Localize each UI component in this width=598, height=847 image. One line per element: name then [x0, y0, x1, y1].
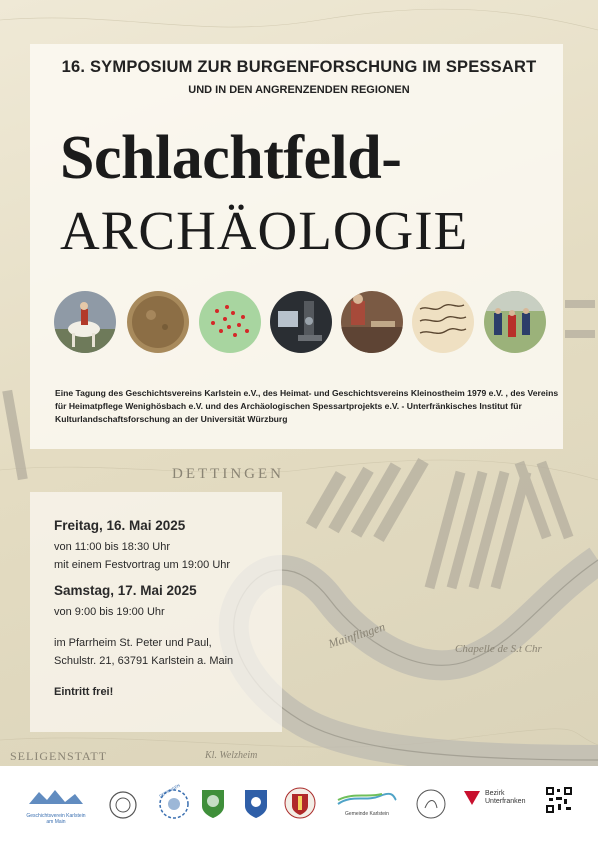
map-label-welzheim: Kl. Welzheim [205, 750, 258, 761]
poster-title: Schlachtfeld- [60, 124, 402, 192]
sponsor-logos: Geschichtsverein Karlstein am Main DETTINGEN Gemeinde Karlstein Bezirk Unterfranken [0, 766, 598, 847]
excavation-icon [341, 291, 403, 353]
reenactment-icon [484, 291, 546, 353]
day1-time: von 11:00 bis 18:30 Uhr [54, 541, 170, 553]
find-distribution-map-icon [199, 291, 261, 353]
map-label-chapel: Chapelle de S.t Chr [455, 643, 542, 655]
seal-logo [108, 790, 138, 825]
musket-ball-icon [127, 291, 189, 353]
day2-time: von 9:00 bis 19:00 Uhr [54, 606, 165, 618]
symposium-title: 16. SYMPOSIUM ZUR BURGENFORSCHUNG IM SPESSART [61, 58, 537, 76]
venue-line1: im Pfarrheim St. Peter und Paul, [54, 637, 212, 649]
rider-painting-icon [54, 291, 116, 353]
image-strip [54, 291, 554, 355]
manuscript-icon [412, 291, 474, 353]
microscope-icon [270, 291, 332, 353]
poster-subtitle: ARCHÄOLOGIE [60, 200, 469, 261]
archaeology-seal-logo [415, 788, 447, 825]
blue-crest-logo [243, 788, 269, 825]
organizers-text: Eine Tagung des Geschichtsvereins Karlstein e.V., des Heimat- und Geschichtsvereins Kleinostheim 1979 e.V. , des Vereins für Heimatpflege Wenighösbach e.V. und des Archäologischen Spessartprojekts e.V. - Unterfränkisches Institut für Kulturlandschaftsforschung an der Universität Würzburg [55, 388, 559, 424]
day1-date: Freitag, 16. Mai 2025 [54, 518, 186, 533]
tree-crest-logo [200, 788, 226, 825]
day2-date: Samstag, 17. Mai 2025 [54, 583, 197, 598]
venue-line2: Schulstr. 21, 63791 Karlstein a. Main [54, 655, 234, 667]
qr-code-icon [546, 787, 572, 818]
schedule [54, 518, 282, 698]
dettingen-ring-logo: DETTINGEN [158, 788, 190, 825]
red-crest-logo [283, 786, 317, 825]
gemeinde-logo: Gemeinde Karlstein [336, 790, 398, 817]
map-label-dettingen: DETTINGEN [172, 466, 284, 482]
geschichtsverein-logo: Geschichtsverein Karlstein am Main [25, 784, 87, 820]
map-label-seligenstadt: SELIGENSTATT [10, 749, 108, 763]
symposium-subtitle: UND IN DEN ANGRENZENDEN REGIONEN [188, 84, 410, 96]
day1-note: mit einem Festvortrag um 19:00 Uhr [54, 559, 231, 571]
admission-text: Eintritt frei! [54, 686, 114, 698]
map-label-mainflingen: Mainflingen [326, 619, 387, 651]
